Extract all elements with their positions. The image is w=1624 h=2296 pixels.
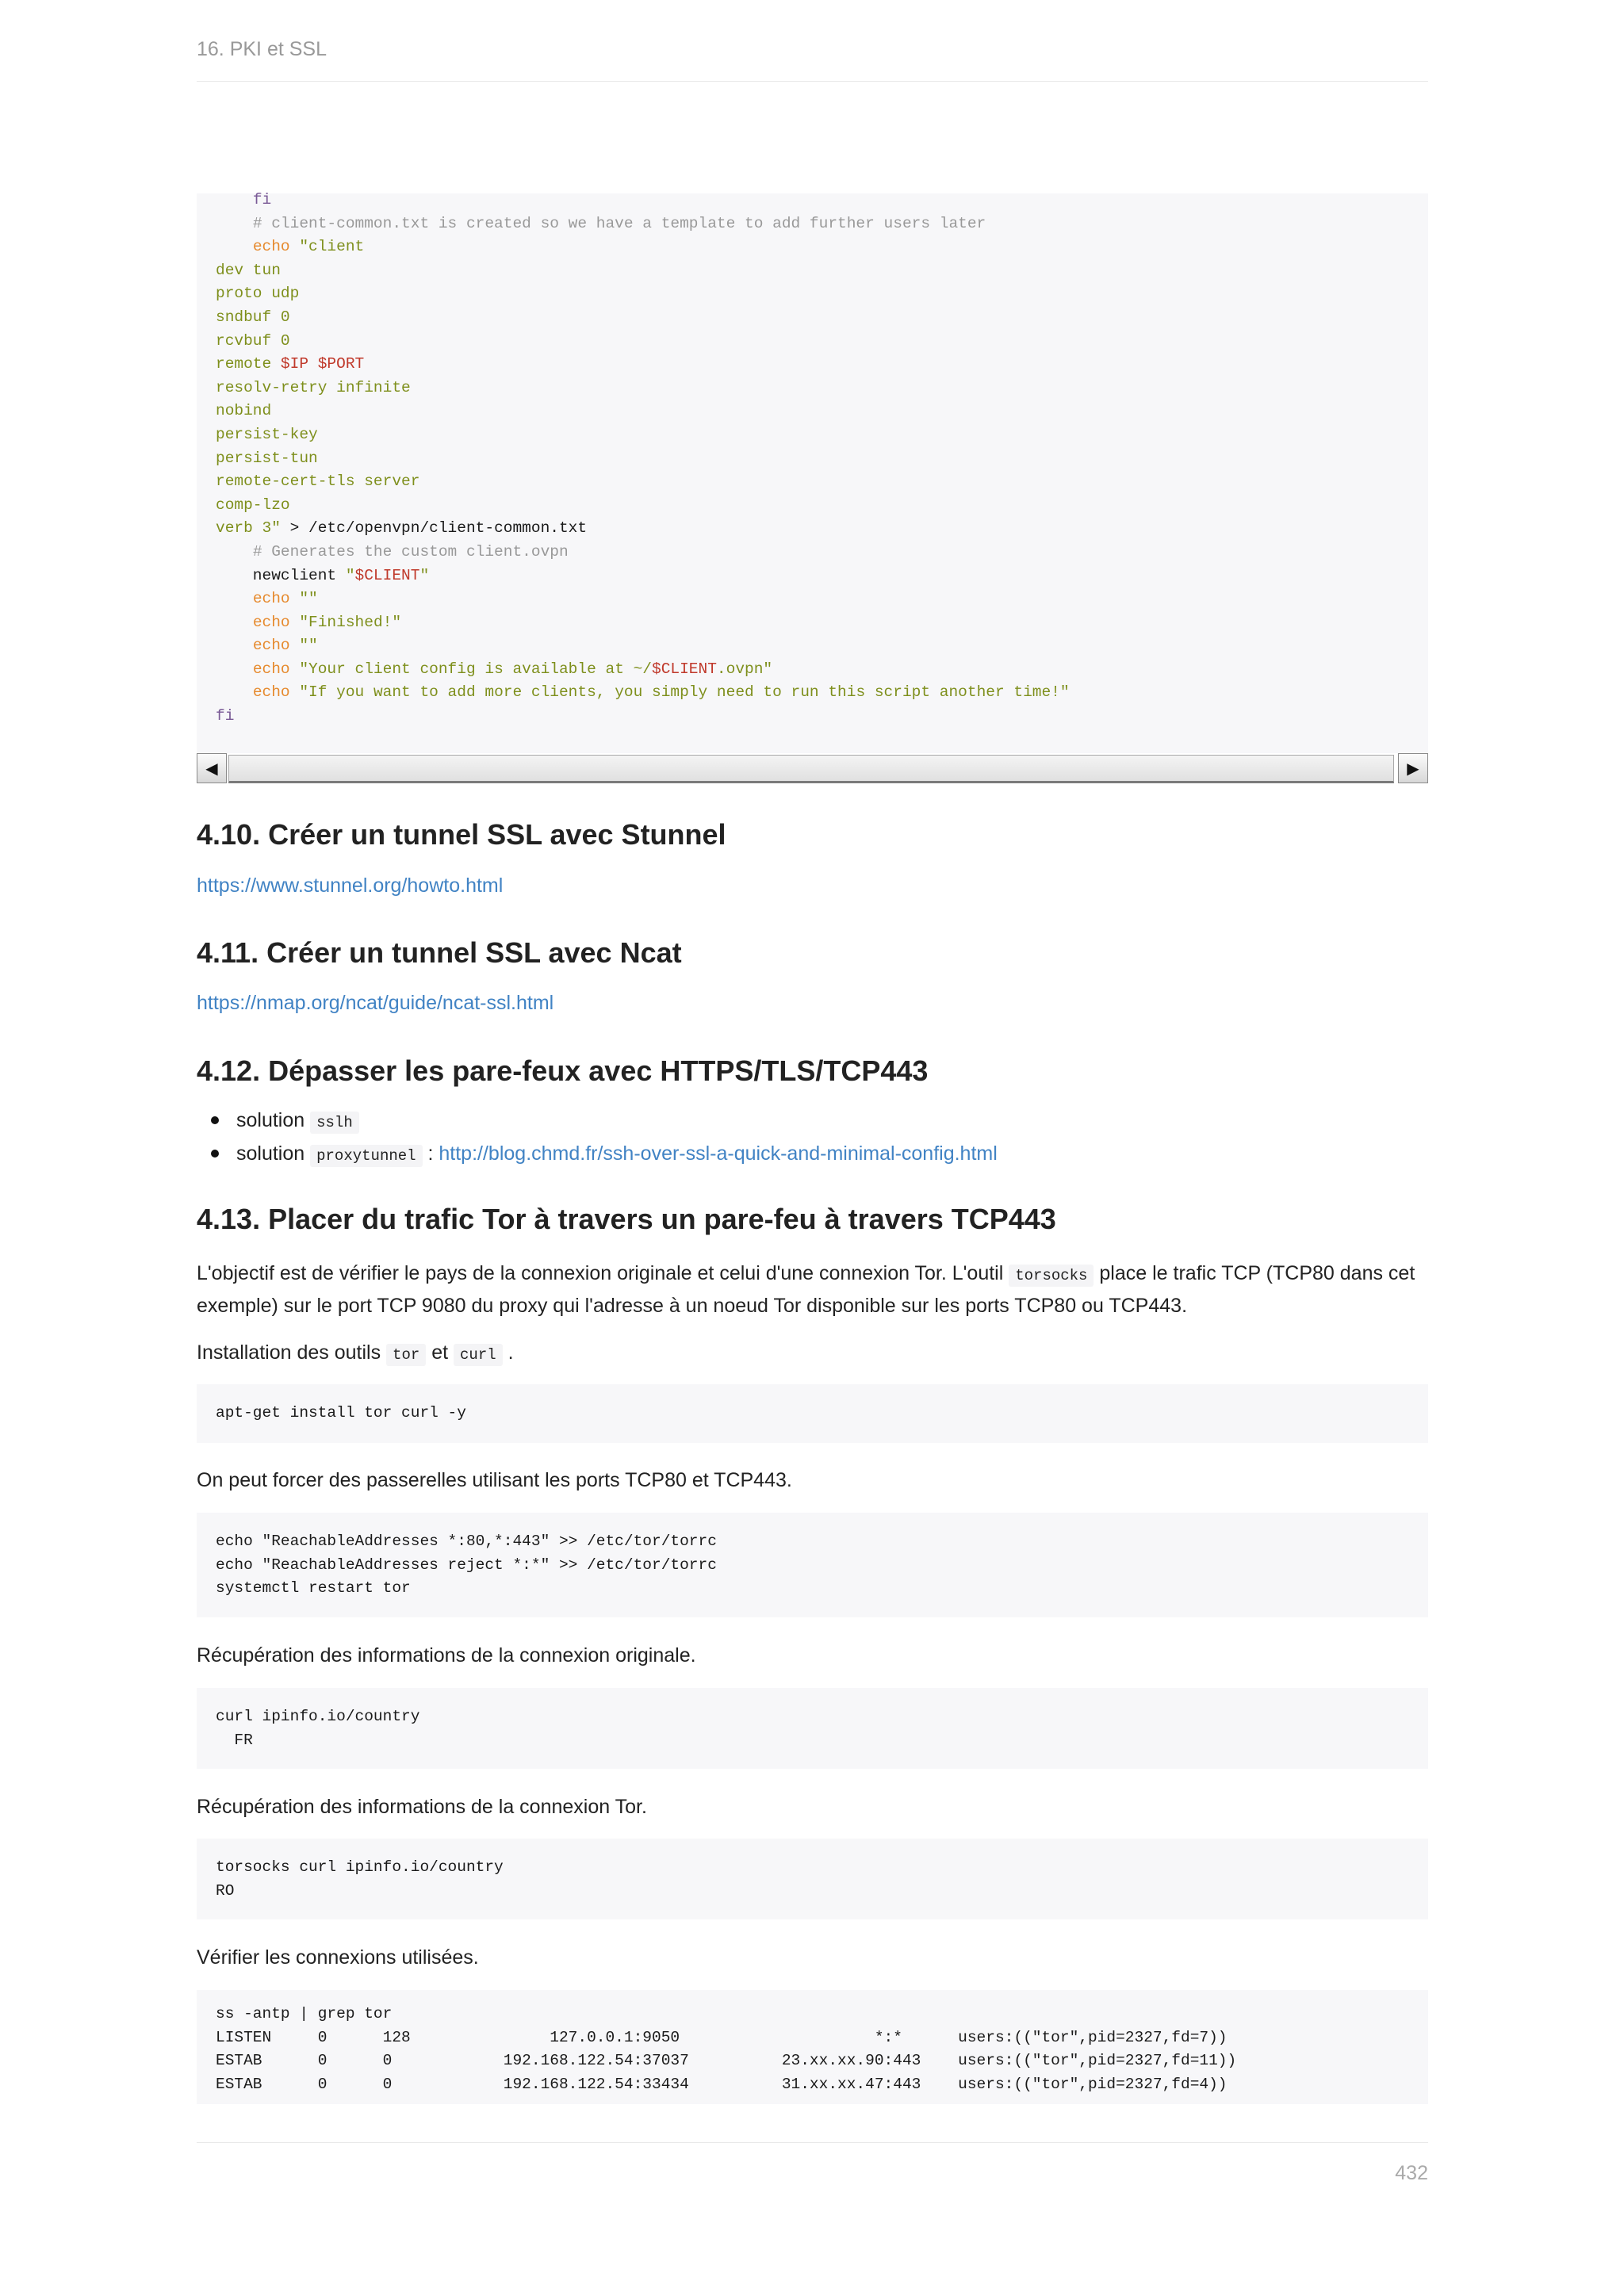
- code-line: fi: [216, 707, 235, 725]
- horizontal-scrollbar[interactable]: [197, 753, 1428, 785]
- code-line: resolv-retry infinite: [216, 378, 411, 396]
- code-block-tor: torsocks curl ipinfo.io/country RO: [197, 1839, 1428, 1919]
- heading-4-10: 4.10. Créer un tunnel SSL avec Stunnel: [197, 818, 726, 851]
- link-ncat-ssl[interactable]: https://nmap.org/ncat/guide/ncat-ssl.html: [197, 992, 554, 1014]
- install-text: Installation des outils: [197, 1341, 381, 1364]
- code-line: echo "Your client config is available at ~/$CLIENT.ovpn": [252, 660, 773, 678]
- code-line: echo "If you want to add more clients, you simply need to run this script another time!": [252, 683, 1070, 702]
- code-line: sndbuf 0: [216, 308, 290, 326]
- install-text-et: et: [431, 1341, 449, 1364]
- link-chmd-blog[interactable]: http://blog.chmd.fr/ssh-over-ssl-a-quick-and-minimal-config.html: [439, 1142, 998, 1165]
- paragraph-tor: Récupération des informations de la connexion Tor.: [197, 1796, 647, 1818]
- code-block-openvpn-script: [197, 193, 1428, 753]
- triangle-right-icon: ▶: [1407, 760, 1419, 778]
- code-block-ss: ss -antp | grep tor LISTEN 0 128 127.0.0.1:9050 *:* users:(("tor",pid=2327,fd=7)) ESTAB 0 0 192.168.122.54:37037 23.xx.xx.90:443 users:(("tor",pid=2327,fd=11)) ESTAB 0 0 192.168.122.54:33434 31.xx.xx.47:443 users:(("tor",pid=2327,fd=4)): [197, 1990, 1428, 2104]
- inline-code-tor: tor: [386, 1344, 426, 1366]
- paragraph-force: On peut forcer des passerelles utilisant les ports TCP80 et TCP443.: [197, 1469, 792, 1491]
- running-footer: [197, 2142, 1428, 2184]
- code-line: verb 3" > /etc/openvpn/client-common.txt: [216, 519, 588, 538]
- inline-code-torsocks: torsocks: [1009, 1265, 1094, 1287]
- intro-text-b: place le trafic TCP (TCP80 dans cet exemple) sur le port TCP 9080 du proxy qui l'adresse à un noeud Tor disponible sur les ports TCP80 ou TCP443.: [197, 1262, 1415, 1317]
- code-line: # client-common.txt is created so we have a template to add further users later: [252, 214, 986, 232]
- install-text-end: .: [508, 1341, 514, 1364]
- list-item-label: solution: [236, 1142, 305, 1165]
- paragraph-original: Récupération des informations de la connexion originale.: [197, 1644, 696, 1667]
- code-line: persist-tun: [216, 449, 318, 467]
- list-item: [197, 1105, 998, 1138]
- code-line: persist-key: [216, 425, 318, 443]
- code-block-original: curl ipinfo.io/country FR: [197, 1688, 1428, 1769]
- heading-4-13: 4.13. Placer du trafic Tor à travers un pare-feu à travers TCP443: [197, 1203, 1056, 1235]
- code-line: remote $IP $PORT: [216, 355, 365, 373]
- link-stunnel-howto[interactable]: https://www.stunnel.org/howto.html: [197, 874, 504, 897]
- code-line: newclient "$CLIENT": [216, 566, 430, 584]
- page-number: 432: [1395, 2162, 1428, 2184]
- code-block-install: apt-get install tor curl -y: [197, 1384, 1428, 1443]
- code-block-force: echo "ReachableAddresses *:80,*:443" >> /etc/tor/torrc echo "ReachableAddresses reject *:*" >> /etc/tor/torrc systemctl restart tor: [197, 1513, 1428, 1617]
- running-header: [197, 36, 1428, 82]
- code-line: echo "": [252, 590, 318, 608]
- code-line: echo "client: [252, 238, 365, 256]
- heading-4-11: 4.11. Créer un tunnel SSL avec Ncat: [197, 936, 682, 969]
- scroll-left-button[interactable]: [197, 753, 227, 783]
- code-line: # Generates the custom client.ovpn: [252, 542, 569, 561]
- triangle-left-icon: ◀: [205, 760, 218, 778]
- intro-text-a: L'objectif est de vérifier le pays de la connexion originale et celui d'une connexion Tor. L'outil: [197, 1262, 1004, 1284]
- code-line: echo "Finished!": [252, 613, 402, 631]
- list-item-label: solution: [236, 1109, 305, 1131]
- scroll-right-button[interactable]: [1398, 753, 1428, 783]
- paragraph-install: [197, 1337, 1428, 1370]
- code-line: proto udp: [216, 285, 300, 303]
- paragraph-intro: [197, 1258, 1428, 1321]
- code-line: dev tun: [216, 261, 281, 279]
- code-line: echo "": [252, 637, 318, 655]
- list-item: [197, 1138, 998, 1172]
- code-line: comp-lzo: [216, 496, 290, 514]
- solutions-list: [197, 1105, 998, 1172]
- code-line: nobind: [216, 402, 272, 420]
- inline-code-sslh: sslh: [310, 1112, 359, 1134]
- chapter-title: 16. PKI et SSL: [197, 38, 327, 60]
- scrollbar-track[interactable]: [228, 755, 1394, 783]
- code-line: remote-cert-tls server: [216, 473, 420, 491]
- inline-code-proxytunnel: proxytunnel: [310, 1145, 422, 1167]
- separator: :: [422, 1142, 439, 1165]
- inline-code-curl: curl: [454, 1344, 503, 1366]
- heading-4-12: 4.12. Dépasser les pare-feux avec HTTPS/TLS/TCP443: [197, 1054, 929, 1087]
- paragraph-verify: Vérifier les connexions utilisées.: [197, 1946, 479, 1969]
- code-line: fi: [252, 191, 272, 209]
- code-line: rcvbuf 0: [216, 331, 290, 350]
